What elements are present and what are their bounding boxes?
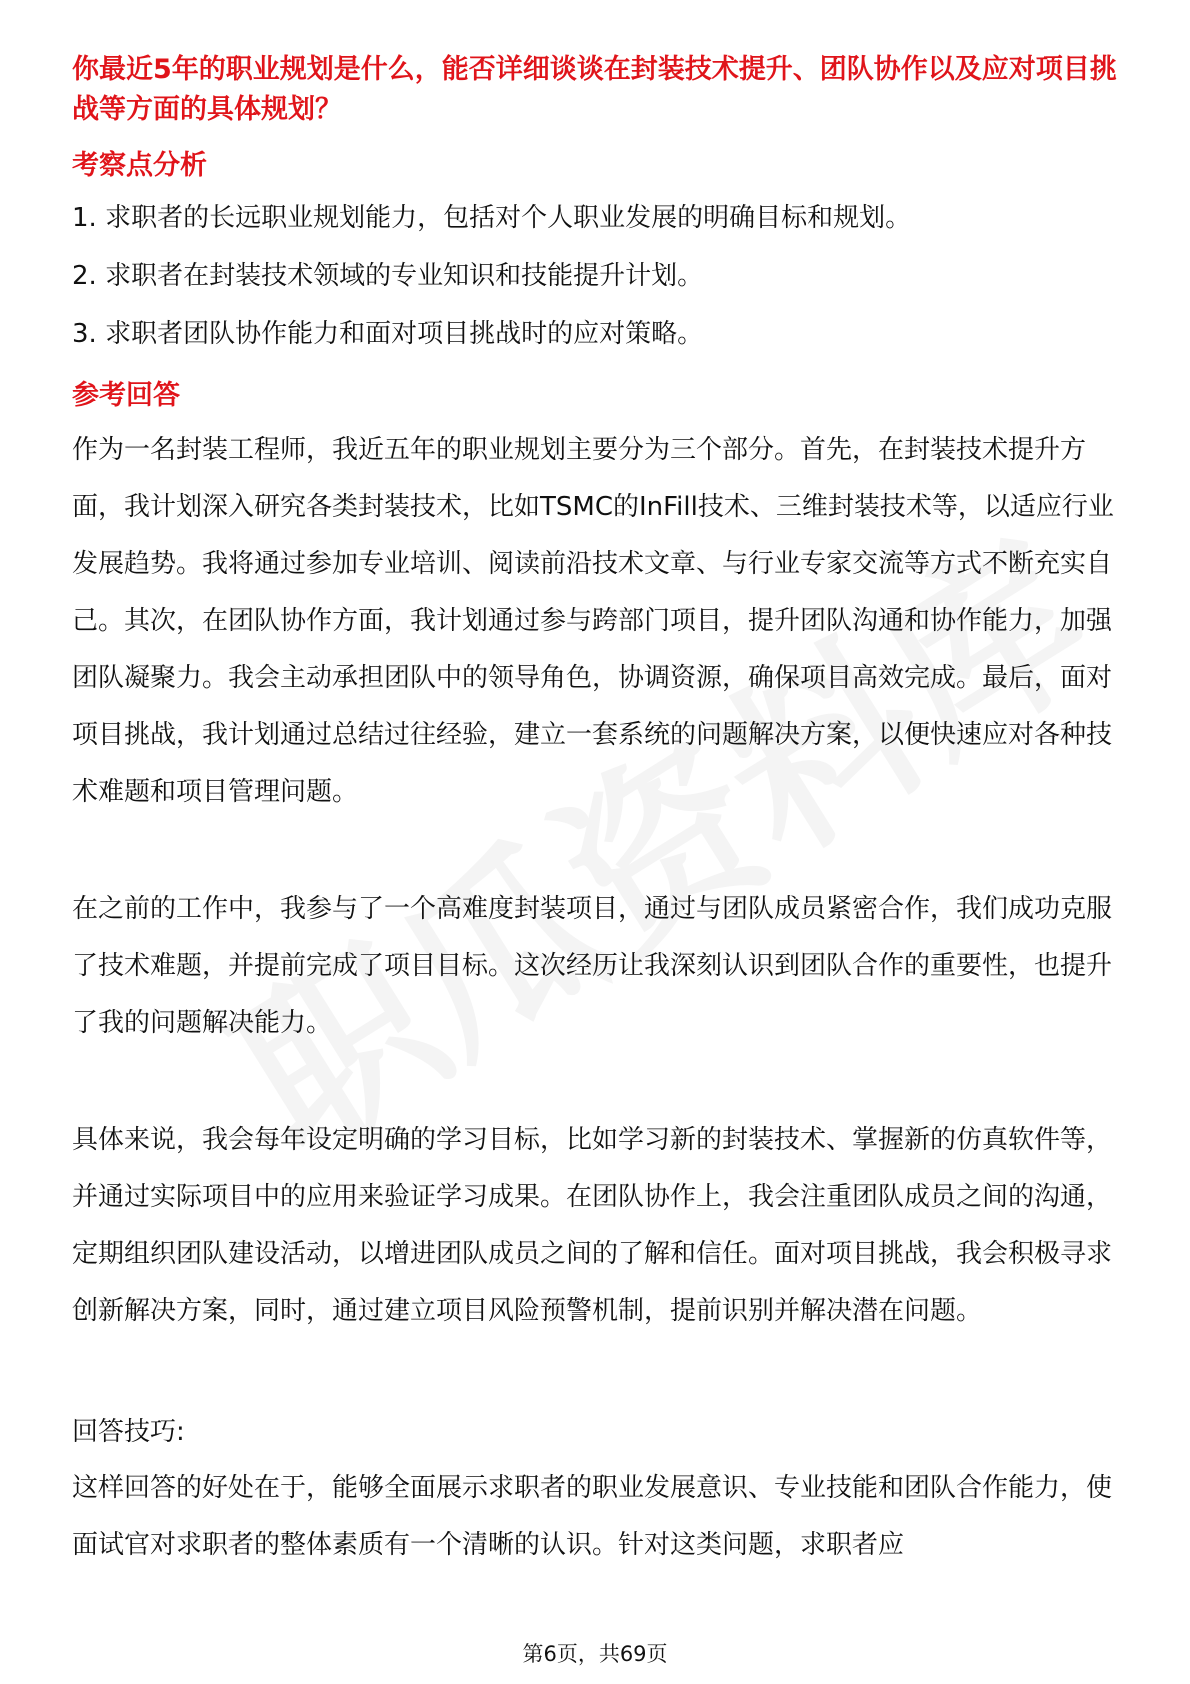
answer-paragraph: 在之前的工作中，我参与了一个高难度封装项目，通过与团队成员紧密合作，我们成功克服了技术难题，并提前完成了项目目标。这次经历让我深刻认识到团队合作的重要性，也提升了我的问题解决能力。 xyxy=(72,894,1113,1038)
document-page xyxy=(72,50,1122,1574)
page-number: 第6页，共69页 xyxy=(522,1642,668,1666)
analysis-item: 1. 求职者的长远职业规划能力，包括对个人职业发展的明确目标和规划。 xyxy=(72,203,912,233)
tips-paragraph: 这样回答的好处在于，能够全面展示求职者的职业发展意识、专业技能和团队合作能力，使面试官对求职者的整体素质有一个清晰的认识。针对这类问题，求职者应 xyxy=(72,1473,1113,1560)
tips-heading: 回答技巧: xyxy=(72,1417,185,1447)
answer-paragraph: 具体来说，我会每年设定明确的学习目标，比如学习新的封装技术、掌握新的仿真软件等，并通过实际项目中的应用来验证学习成果。在团队协作上，我会注重团队成员之间的沟通，定期组织团队建设活动，以增进团队成员之间的了解和信任。面对项目挑战，我会积极寻求创新解决方案，同时，通过建立项目风险预警机制，提前识别并解决潜在问题。 xyxy=(72,1125,1113,1326)
answer-heading: 参考回答 xyxy=(72,380,180,411)
answer-paragraph: 作为一名封装工程师，我近五年的职业规划主要分为三个部分。首先，在封装技术提升方面，我计划深入研究各类封装技术，比如TSMC的InFill技术、三维封装技术等，以适应行业发展趋势。我将通过参加专业培训、阅读前沿技术文章、与行业专家交流等方式不断充实自己。其次，在团队协作方面，我计划通过参与跨部门项目，提升团队沟通和协作能力，加强团队凝聚力。我会主动承担团队中的领导角色，协调资源，确保项目高效完成。最后，面对项目挑战，我计划通过总结过往经验，建立一套系统的问题解决方案，以便快速应对各种技术难题和项目管理问题。 xyxy=(72,435,1114,807)
analysis-list xyxy=(72,198,1122,354)
analysis-item: 2. 求职者在封装技术领域的专业知识和技能提升计划。 xyxy=(72,261,704,291)
question-title: 你最近5年的职业规划是什么，能否详细谈谈在封装技术提升、团队协作以及应对项目挑战等方面的具体规划？ xyxy=(72,54,1117,125)
analysis-heading: 考察点分析 xyxy=(72,150,207,181)
analysis-item: 3. 求职者团队协作能力和面对项目挑战时的应对策略。 xyxy=(72,319,704,349)
